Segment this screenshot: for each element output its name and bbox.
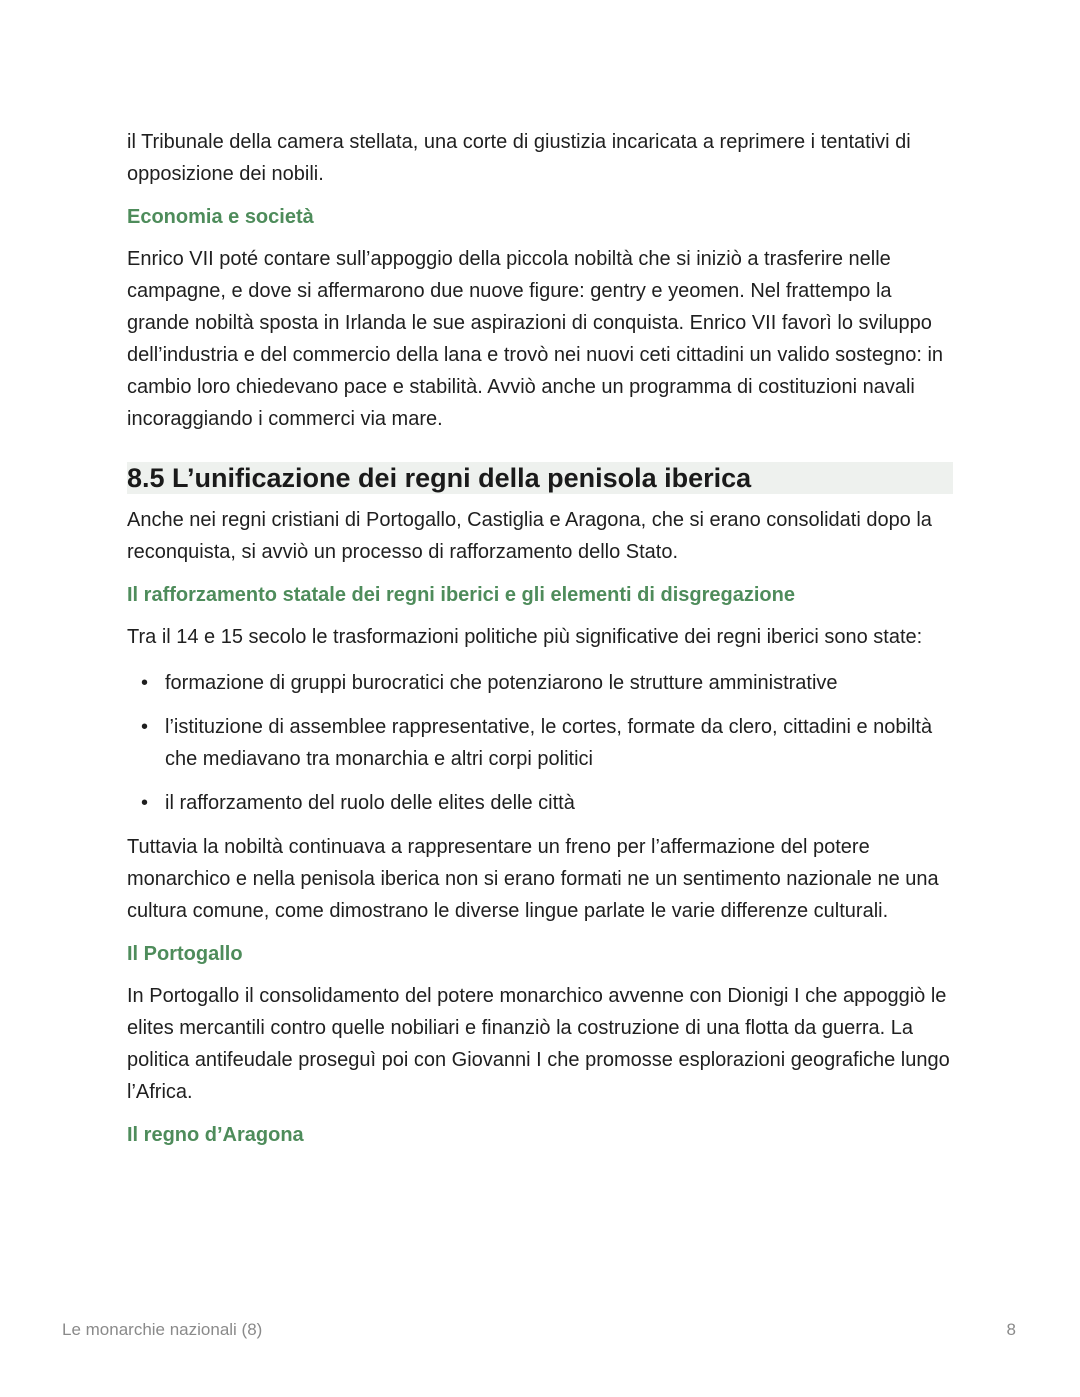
portugal-heading: Il Portogallo bbox=[127, 943, 243, 965]
document-body bbox=[127, 126, 953, 1151]
intro-paragraph: il Tribunale della camera stellata, una corte di giustizia incaricata a reprimere i tentativi di opposizione dei nobili. bbox=[127, 131, 911, 185]
section-intro-paragraph: Anche nei regni cristiani di Portogallo, Castiglia e Aragona, che si erano consolidati dopo la reconquista, si avviò un processo di rafforzamento dello Stato. bbox=[127, 509, 932, 563]
bullet-icon: • bbox=[141, 716, 149, 738]
bullet-icon: • bbox=[141, 672, 149, 694]
iberian-bullet-list bbox=[127, 667, 953, 819]
list-item-text: il rafforzamento del ruolo delle elites delle città bbox=[165, 792, 575, 814]
iberian-conclusion-paragraph: Tuttavia la nobiltà continuava a rappresentare un freno per l’affermazione del potere monarchico e nella penisola iberica non si erano formati ne un sentimento nazionale ne una cultura comune, come dimostrano le diverse lingue parlate le varie differenze culturali. bbox=[127, 836, 939, 922]
list-item bbox=[127, 787, 953, 819]
list-item-text: formazione di gruppi burocratici che potenziarono le strutture amministrative bbox=[165, 672, 838, 694]
list-item bbox=[127, 711, 953, 775]
page-number: 8 bbox=[1006, 1320, 1016, 1339]
economy-heading: Economia e società bbox=[127, 206, 314, 228]
footer-title: Le monarchie nazionali (8) bbox=[62, 1320, 263, 1339]
economy-paragraph: Enrico VII poté contare sull’appoggio della piccola nobiltà che si iniziò a trasferire nelle campagne, e dove si affermarono due nuove figure: gentry e yeomen. Nel frattempo la grande nobiltà sposta in Irlanda le sue aspirazioni di conquista. Enrico VII favorì lo sviluppo dell’industria e del commercio della lana e trovò nei nuovi ceti cittadini un valido sostegno: in cambio loro chiedevano pace e stabilità. Avviò anche un programma di costituzioni navali incoraggiando i commerci via mare. bbox=[127, 248, 944, 430]
bullet-icon: • bbox=[141, 792, 149, 814]
section-title: 8.5 L’unificazione dei regni della penisola iberica bbox=[127, 462, 953, 494]
aragon-heading: Il regno d’Aragona bbox=[127, 1124, 304, 1146]
iberian-heading: Il rafforzamento statale dei regni iberici e gli elementi di disgregazione bbox=[127, 584, 795, 606]
portugal-paragraph: In Portogallo il consolidamento del potere monarchico avvenne con Dionigi I che appoggiò le elites mercantili contro quelle nobiliari e finanziò la costruzione di una flotta da guerra. La politica antifeudale proseguì poi con Giovanni I che promosse esplorazioni geografiche lungo l’Africa. bbox=[127, 985, 950, 1103]
list-item bbox=[127, 667, 953, 699]
iberian-intro-paragraph: Tra il 14 e 15 secolo le trasformazioni politiche più significative dei regni iberici sono state: bbox=[127, 626, 923, 648]
list-item-text: l’istituzione di assemblee rappresentative, le cortes, formate da clero, cittadini e nobiltà che mediavano tra monarchia e altri corpi politici bbox=[165, 716, 933, 770]
